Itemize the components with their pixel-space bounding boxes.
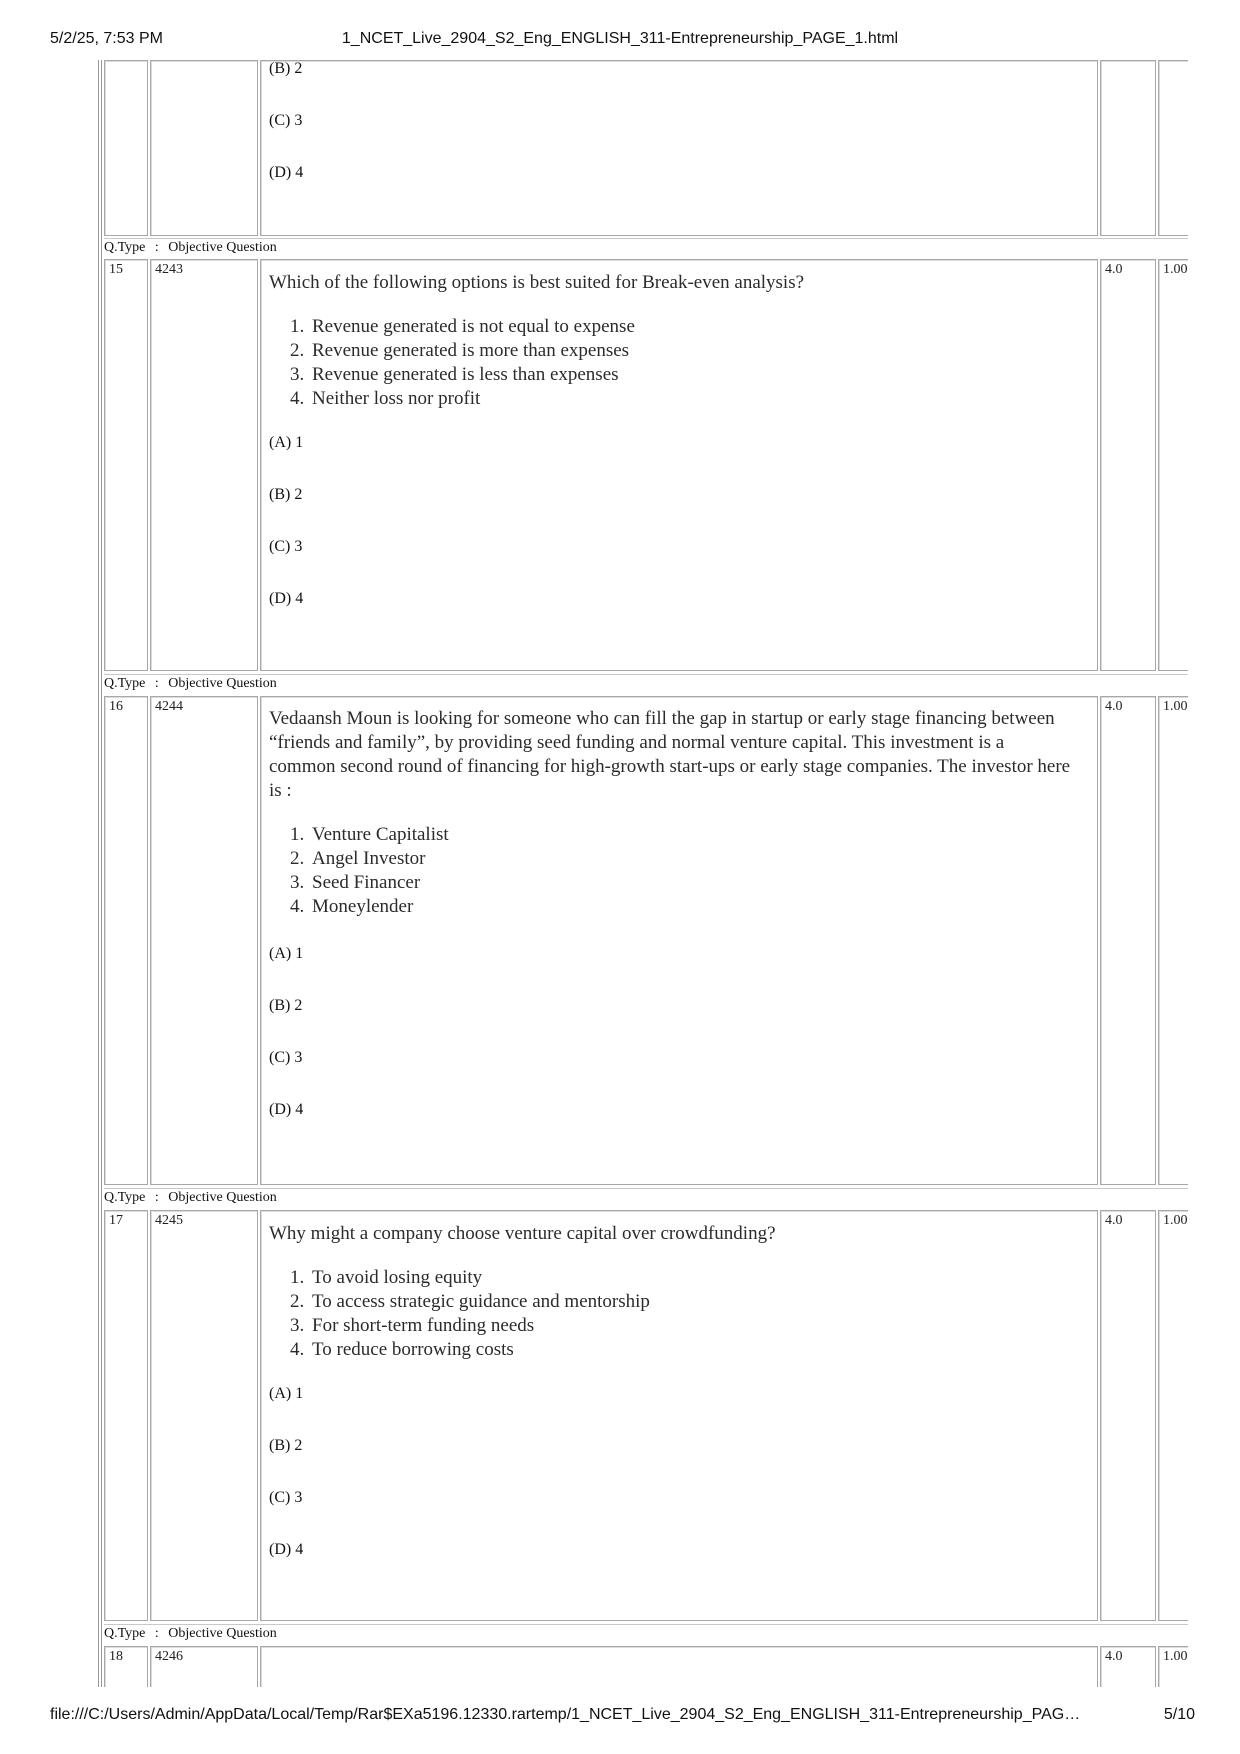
statement-item: 3. Seed Financer [290, 872, 421, 893]
statement-item: 2. To access strategic guidance and mentorship [290, 1291, 650, 1312]
qtype-value: Objective Question [168, 1190, 277, 1205]
option-a: (A) 1 [269, 434, 304, 451]
question-id-cell [150, 60, 258, 236]
question-number: 16 [104, 696, 148, 1185]
statement-item: 3. Revenue generated is less than expenses [290, 364, 619, 385]
negative-marks-cell [1158, 60, 1188, 236]
marks: 4.0 [1100, 1646, 1156, 1687]
statement-list [290, 1266, 1093, 1362]
marks: 4.0 [1100, 259, 1156, 671]
option-d: (D) 4 [269, 590, 304, 607]
option-b: (B) 2 [269, 486, 303, 503]
option-c: (C) 3 [269, 112, 303, 129]
question-id: 4243 [150, 259, 258, 671]
question-body-cell [260, 1210, 1098, 1621]
question-type-line [104, 674, 1188, 695]
option-d: (D) 4 [269, 1101, 304, 1118]
qtype-separator: : [154, 1626, 159, 1641]
qtype-label: Q.Type [104, 1626, 146, 1641]
qtype-label: Q.Type [104, 676, 146, 691]
statement-item: 3. For short-term funding needs [290, 1315, 535, 1336]
negative-marks: 1.00 [1158, 696, 1188, 1185]
statement-list [290, 823, 1093, 919]
qtype-label: Q.Type [104, 1190, 146, 1205]
question-id: 4245 [150, 1210, 258, 1621]
question-row [98, 259, 1188, 671]
question-body-cell [260, 60, 1098, 236]
qtype-label: Q.Type [104, 240, 146, 255]
option-d: (D) 4 [269, 1541, 304, 1558]
marks: 4.0 [1100, 1210, 1156, 1621]
question-text: Why might a company choose venture capital over crowdfunding? [269, 1223, 776, 1244]
qtype-separator: : [154, 240, 159, 255]
qtype-separator: : [154, 676, 159, 691]
option-c: (C) 3 [269, 1489, 303, 1506]
page-number: 5/10 [1163, 1706, 1195, 1723]
marks-cell [1100, 60, 1156, 236]
statement-item: 4. To reduce borrowing costs [290, 1339, 514, 1360]
option-a: (A) 1 [269, 1385, 304, 1402]
question-row-continued [98, 60, 1188, 236]
question-row [98, 696, 1188, 1185]
question-type-line [104, 238, 1188, 259]
question-paper-table [98, 60, 1188, 1687]
question-text: Vedaansh Moun is looking for someone who can fill the gap in startup or early stage financing between “friends and family”, by providing seed funding and normal venture capital. This investment is a common second round of financing for high-growth start-ups or early stage companies. The investor here is : [269, 708, 1071, 801]
option-d: (D) 4 [269, 164, 304, 181]
statement-item: 2. Revenue generated is more than expenses [290, 340, 630, 361]
file-path: file:///C:/Users/Admin/AppData/Local/Temp/Rar$EXa5196.12330.rartemp/1_NCET_Live_2904_S2_Eng_ENGLISH_311-Entrepreneurship_PAG… [50, 1706, 1081, 1723]
negative-marks: 1.00 [1158, 259, 1188, 671]
statement-list [290, 315, 1093, 411]
question-number: 17 [104, 1210, 148, 1621]
option-a: (A) 1 [269, 945, 304, 962]
statement-item: 4. Neither loss nor profit [290, 388, 481, 409]
option-c: (C) 3 [269, 538, 303, 555]
question-type-line [104, 1624, 1188, 1645]
question-type-line [104, 1188, 1188, 1209]
statement-item: 2. Angel Investor [290, 848, 426, 869]
qtype-value: Objective Question [168, 240, 277, 255]
option-b: (B) 2 [269, 997, 303, 1014]
question-body-cell [260, 696, 1098, 1185]
print-datetime: 5/2/25, 7:53 PM [50, 30, 163, 47]
negative-marks: 1.00 [1158, 1646, 1188, 1687]
print-footer [0, 1706, 1240, 1730]
qtype-value: Objective Question [168, 676, 277, 691]
document-title: 1_NCET_Live_2904_S2_Eng_ENGLISH_311-Entrepreneurship_PAGE_1.html [341, 30, 899, 47]
statement-item: 1. To avoid losing equity [290, 1267, 483, 1288]
negative-marks: 1.00 [1158, 1210, 1188, 1621]
qtype-separator: : [154, 1190, 159, 1205]
serial-cell [104, 60, 148, 236]
statement-item: 1. Venture Capitalist [290, 824, 449, 845]
marks: 4.0 [1100, 696, 1156, 1185]
statement-item: 1. Revenue generated is not equal to expense [290, 316, 635, 337]
statement-item: 4. Moneylender [290, 896, 414, 917]
question-row [98, 1210, 1188, 1621]
question-body-cell [260, 259, 1098, 671]
question-id: 4244 [150, 696, 258, 1185]
print-header [0, 30, 1240, 54]
question-row [98, 1646, 1188, 1687]
question-number: 18 [104, 1646, 148, 1687]
option-c: (C) 3 [269, 1049, 303, 1066]
qtype-value: Objective Question [168, 1626, 277, 1641]
question-body-cell [260, 1646, 1098, 1687]
question-id: 4246 [150, 1646, 258, 1687]
option-b: (B) 2 [269, 1437, 303, 1454]
question-number: 15 [104, 259, 148, 671]
question-text: Which of the following options is best suited for Break-even analysis? [269, 272, 805, 293]
option-b: (B) 2 [269, 60, 303, 77]
